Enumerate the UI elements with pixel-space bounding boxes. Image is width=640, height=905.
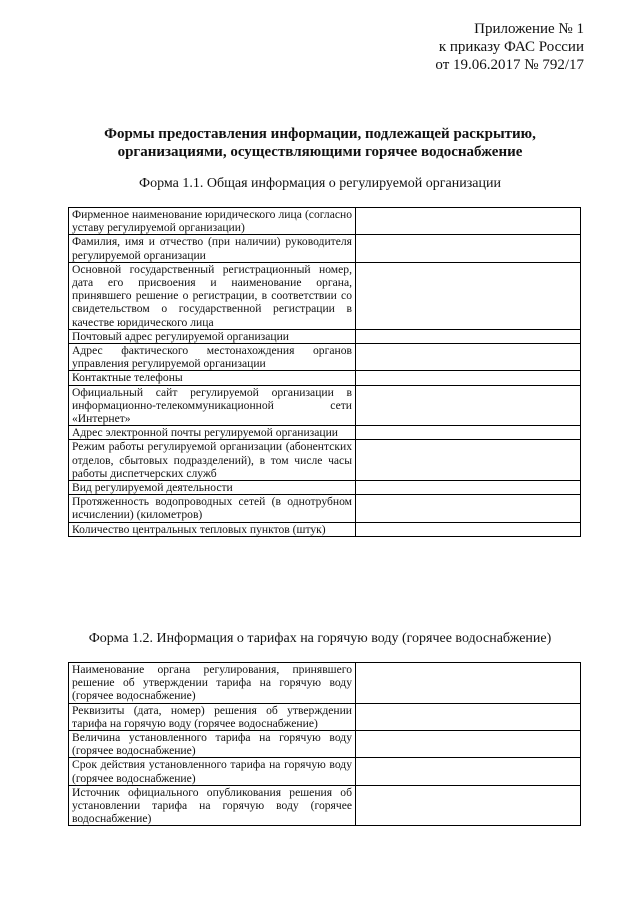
row-value-cell[interactable] (356, 385, 581, 426)
table-row (69, 235, 581, 262)
row-value-cell[interactable] (356, 522, 581, 536)
row-label: Почтовый адрес регулируемой организации (69, 329, 356, 343)
row-label: Вид регулируемой деятельности (69, 481, 356, 495)
row-label: Основной государственный регистрационный номер, дата его присвоения и наименование органа, принявшего решение о регистрации, в соответствии со свидетельством о государственной регистрации в качестве юридического лица (69, 262, 356, 329)
appendix-label: Приложение № 1 (474, 21, 584, 37)
form-1-2-heading: Форма 1.2. Информация о тарифах на горячую воду (горячее водоснабжение) (88, 631, 552, 646)
row-value-cell[interactable] (356, 208, 581, 235)
row-value-cell[interactable] (356, 785, 581, 826)
row-label: Количество центральных тепловых пунктов (штук) (69, 522, 356, 536)
row-value-cell[interactable] (356, 329, 581, 343)
row-label: Наименование органа регулирования, принявшего решение об утверждении тарифа на горячую воду (горячее водоснабжение) (69, 663, 356, 704)
row-label: Адрес электронной почты регулируемой организации (69, 426, 356, 440)
row-label: Срок действия установленного тарифа на горячую воду (горячее водоснабжение) (69, 758, 356, 785)
row-label: Фамилия, имя и отчество (при наличии) руководителя регулируемой организации (69, 235, 356, 262)
table-row (69, 385, 581, 426)
row-value-cell[interactable] (356, 371, 581, 385)
title-line-1: Формы предоставления информации, подлежащей раскрытию, (104, 126, 536, 142)
form-1-2-body (69, 663, 581, 826)
table-row (69, 426, 581, 440)
row-label: Фирменное наименование юридического лица (согласно уставу регулируемой организации) (69, 208, 356, 235)
form-1-1-heading: Форма 1.1. Общая информация о регулируемой организации (139, 176, 501, 191)
row-value-cell[interactable] (356, 663, 581, 704)
document-title (0, 125, 640, 161)
form-1-2-table (68, 662, 581, 826)
row-value-cell[interactable] (356, 758, 581, 785)
form-1-1-table (68, 207, 581, 537)
table-row (69, 440, 581, 481)
table-row (69, 481, 581, 495)
table-row (69, 262, 581, 329)
row-value-cell[interactable] (356, 262, 581, 329)
row-value-cell[interactable] (356, 426, 581, 440)
table-row (69, 495, 581, 522)
document-header (435, 20, 584, 74)
row-value-cell[interactable] (356, 440, 581, 481)
table-row (69, 758, 581, 785)
row-label: Величина установленного тарифа на горячую воду (горячее водоснабжение) (69, 731, 356, 758)
order-date-number: от 19.06.2017 № 792/17 (435, 57, 584, 73)
row-label: Режим работы регулируемой организации (абонентских отделов, сбытовых подразделений), в том числе часы работы диспетчерских служб (69, 440, 356, 481)
form-1-1-body (69, 208, 581, 537)
table-row (69, 208, 581, 235)
table-row (69, 731, 581, 758)
row-label: Адрес фактического местонахождения органов управления регулируемой организации (69, 344, 356, 371)
row-label: Официальный сайт регулируемой организации в информационно-телекоммуникационной сети «Интернет» (69, 385, 356, 426)
row-label: Источник официального опубликования решения об установлении тарифа на горячую воду (горячее водоснабжение) (69, 785, 356, 826)
order-reference: к приказу ФАС России (438, 39, 584, 55)
table-row (69, 522, 581, 536)
row-value-cell[interactable] (356, 703, 581, 730)
row-label: Контактные телефоны (69, 371, 356, 385)
table-row (69, 703, 581, 730)
row-value-cell[interactable] (356, 344, 581, 371)
row-value-cell[interactable] (356, 495, 581, 522)
table-row (69, 785, 581, 826)
row-label: Протяженность водопроводных сетей (в однотрубном исчислении) (километров) (69, 495, 356, 522)
table-row (69, 329, 581, 343)
title-line-2: организациями, осуществляющими горячее водоснабжение (117, 144, 523, 160)
row-value-cell[interactable] (356, 481, 581, 495)
row-value-cell[interactable] (356, 731, 581, 758)
row-label: Реквизиты (дата, номер) решения об утверждении тарифа на горячую воду (горячее водоснабжение) (69, 703, 356, 730)
table-row (69, 344, 581, 371)
table-row (69, 371, 581, 385)
table-row (69, 663, 581, 704)
row-value-cell[interactable] (356, 235, 581, 262)
